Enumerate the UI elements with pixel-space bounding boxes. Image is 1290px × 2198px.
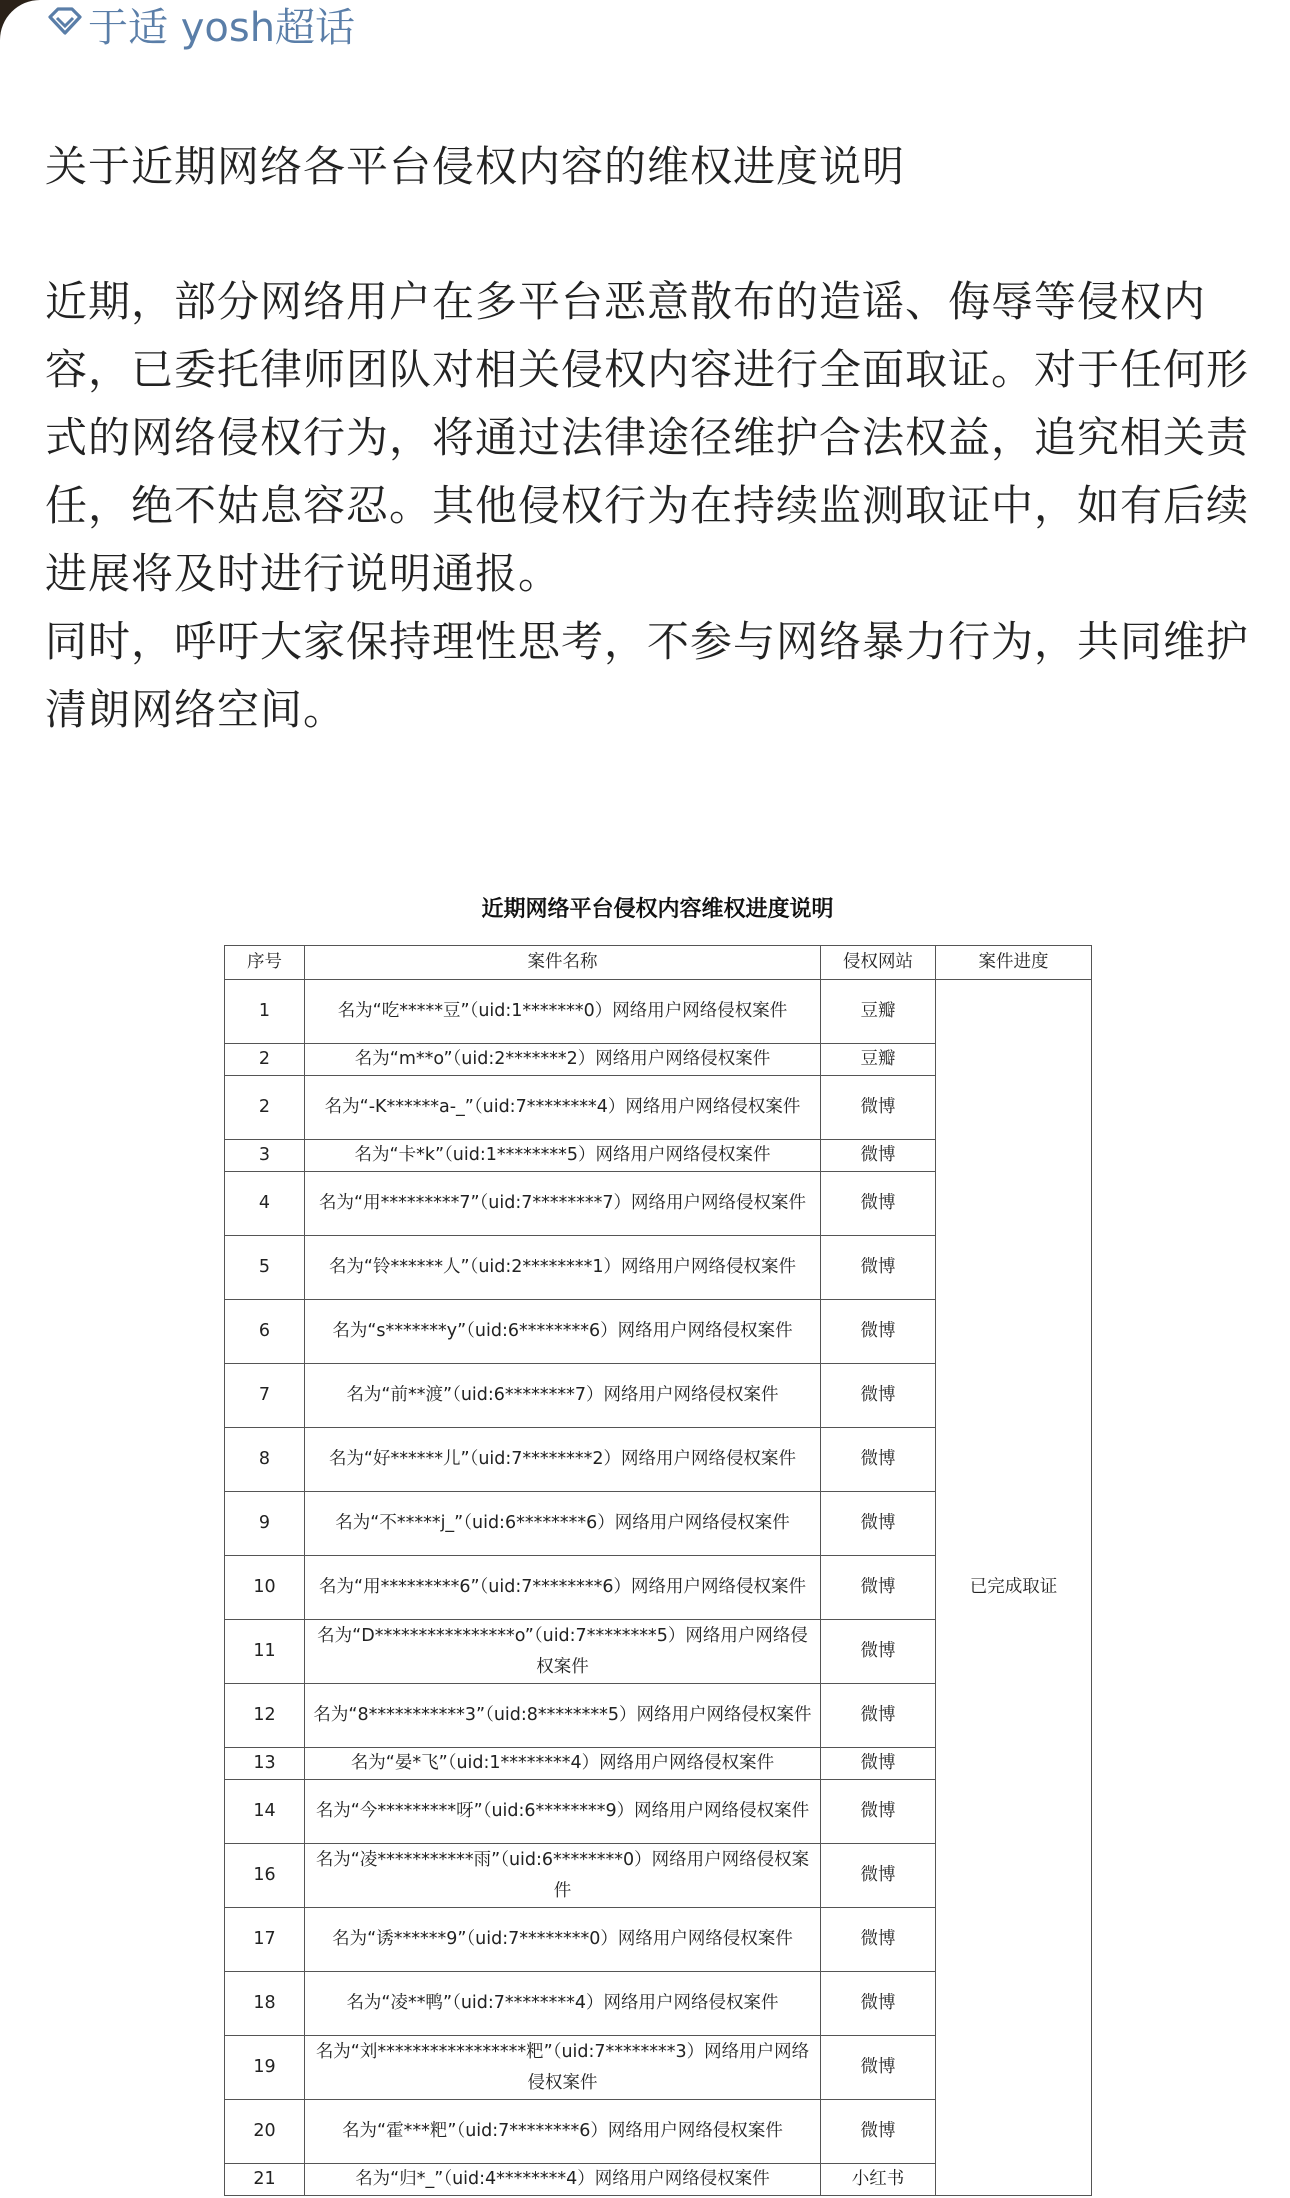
cell-site: 微博 — [821, 1172, 936, 1236]
cell-site: 微博 — [821, 1972, 936, 2036]
header-progress: 案件进度 — [936, 946, 1092, 980]
cell-number: 16 — [225, 1844, 305, 1908]
cell-number: 17 — [225, 1908, 305, 1972]
cell-case-name: 名为“s*******y”（uid:6********6）网络用户网络侵权案件 — [305, 1300, 821, 1364]
post-title: 关于近期网络各平台侵权内容的维权进度说明 — [45, 142, 906, 191]
cell-case-name: 名为“诱******9”（uid:7********0）网络用户网络侵权案件 — [305, 1908, 821, 1972]
cell-number: 18 — [225, 1972, 305, 2036]
cell-case-name: 名为“m**o”（uid:2*******2）网络用户网络侵权案件 — [305, 1044, 821, 1076]
header-number: 序号 — [225, 946, 305, 980]
header-site: 侵权网站 — [821, 946, 936, 980]
cell-number: 14 — [225, 1780, 305, 1844]
cell-site: 微博 — [821, 1428, 936, 1492]
cell-case-name: 名为“吃*****豆”（uid:1*******0）网络用户网络侵权案件 — [305, 980, 821, 1044]
cell-number: 21 — [225, 2164, 305, 2196]
table-row — [225, 980, 1092, 1044]
cell-site: 微博 — [821, 1844, 936, 1908]
cell-number: 20 — [225, 2100, 305, 2164]
post-paragraph: 近期，部分网络用户在多平台恶意散布的造谣、侮辱等侵权内容，已委托律师团队对相关侵权内容进行全面取证。对于任何形式的网络侵权行为，将通过法律途径维护合法权益，追究相关责任，绝不姑息容忍。其他侵权行为在持续监测取证中，如有后续进展将及时进行说明通报。 — [45, 277, 1250, 598]
cell-case-name: 名为“不*****j_”（uid:6********6）网络用户网络侵权案件 — [305, 1492, 821, 1556]
diamond-icon — [46, 1, 88, 47]
cell-site: 微博 — [821, 1364, 936, 1428]
cell-progress: 已完成取证 — [936, 980, 1092, 2196]
cell-site: 微博 — [821, 1780, 936, 1844]
cell-site: 微博 — [821, 1140, 936, 1172]
cell-site: 微博 — [821, 1236, 936, 1300]
cell-site: 微博 — [821, 1300, 936, 1364]
case-table — [224, 945, 1092, 2196]
cell-case-name: 名为“晏*飞”（uid:1********4）网络用户网络侵权案件 — [305, 1748, 821, 1780]
cell-site: 小红书 — [821, 2164, 936, 2196]
cell-case-name: 名为“前**渡”（uid:6********7）网络用户网络侵权案件 — [305, 1364, 821, 1428]
cell-number: 2 — [225, 1076, 305, 1140]
attached-document-image[interactable] — [224, 893, 1091, 2196]
super-topic-link[interactable] — [46, 0, 355, 52]
cell-number: 19 — [225, 2036, 305, 2100]
cell-number: 6 — [225, 1300, 305, 1364]
table-header-row — [225, 946, 1092, 980]
cell-case-name: 名为“用*********6”（uid:7********6）网络用户网络侵权案件 — [305, 1556, 821, 1620]
cell-case-name: 名为“凌***********雨”（uid:6********0）网络用户网络侵权案件 — [305, 1844, 821, 1908]
cell-site: 豆瓣 — [821, 980, 936, 1044]
cell-number: 3 — [225, 1140, 305, 1172]
cell-number: 11 — [225, 1620, 305, 1684]
super-topic-label: 于适 yosh超话 — [88, 4, 356, 51]
cell-site: 微博 — [821, 2036, 936, 2100]
cell-number: 12 — [225, 1684, 305, 1748]
cell-case-name: 名为“D****************o”（uid:7********5）网络用户网络侵权案件 — [305, 1620, 821, 1684]
cell-case-name: 名为“凌**鸭”（uid:7********4）网络用户网络侵权案件 — [305, 1972, 821, 2036]
cell-number: 13 — [225, 1748, 305, 1780]
cell-site: 微博 — [821, 1556, 936, 1620]
cell-case-name: 名为“霍***粑”（uid:7********6）网络用户网络侵权案件 — [305, 2100, 821, 2164]
cell-site: 微博 — [821, 1492, 936, 1556]
cell-case-name: 名为“刘*****************粑”（uid:7********3）网络用户网络侵权案件 — [305, 2036, 821, 2100]
cell-case-name: 名为“8***********3”（uid:8********5）网络用户网络侵权案件 — [305, 1684, 821, 1748]
cell-number: 9 — [225, 1492, 305, 1556]
cell-site: 微博 — [821, 1076, 936, 1140]
cell-site: 豆瓣 — [821, 1044, 936, 1076]
document-title: 近期网络平台侵权内容维权进度说明 — [481, 897, 834, 922]
cell-case-name: 名为“今*********呀”（uid:6********9）网络用户网络侵权案件 — [305, 1780, 821, 1844]
cell-case-name: 名为“用*********7”（uid:7********7）网络用户网络侵权案件 — [305, 1172, 821, 1236]
cell-case-name: 名为“铃******人”（uid:2********1）网络用户网络侵权案件 — [305, 1236, 821, 1300]
cell-case-name: 名为“卡*k”（uid:1********5）网络用户网络侵权案件 — [305, 1140, 821, 1172]
post-paragraph: 同时，呼吁大家保持理性思考，不参与网络暴力行为，共同维护清朗网络空间。 — [45, 617, 1250, 734]
cell-number: 7 — [225, 1364, 305, 1428]
cell-site: 微博 — [821, 2100, 936, 2164]
cell-number: 4 — [225, 1172, 305, 1236]
header-case-name: 案件名称 — [305, 946, 821, 980]
cell-case-name: 名为“-K******a-_”（uid:7********4）网络用户网络侵权案件 — [305, 1076, 821, 1140]
cell-site: 微博 — [821, 1620, 936, 1684]
cell-case-name: 名为“好******儿”（uid:7********2）网络用户网络侵权案件 — [305, 1428, 821, 1492]
cell-site: 微博 — [821, 1684, 936, 1748]
cell-site: 微博 — [821, 1748, 936, 1780]
cell-case-name: 名为“归*_”（uid:4********4）网络用户网络侵权案件 — [305, 2164, 821, 2196]
cell-number: 1 — [225, 980, 305, 1044]
cell-number: 5 — [225, 1236, 305, 1300]
cell-site: 微博 — [821, 1908, 936, 1972]
cell-number: 10 — [225, 1556, 305, 1620]
cell-number: 8 — [225, 1428, 305, 1492]
post-body — [45, 268, 1255, 744]
cell-number: 2 — [225, 1044, 305, 1076]
